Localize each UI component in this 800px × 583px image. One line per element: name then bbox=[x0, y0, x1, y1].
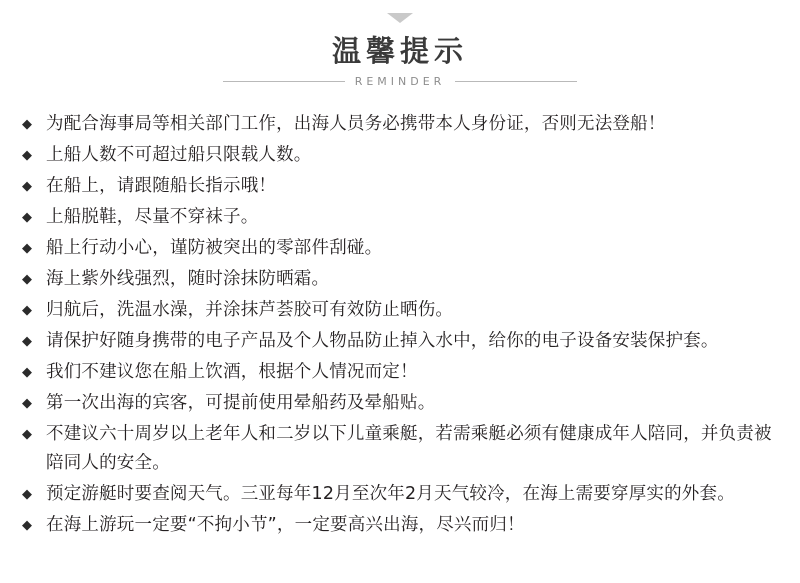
diamond-bullet-icon: ◆ bbox=[22, 272, 32, 287]
page-subtitle: REMINDER bbox=[354, 74, 446, 88]
list-item bbox=[22, 172, 778, 201]
diamond-bullet-icon: ◆ bbox=[22, 518, 32, 533]
divider-left bbox=[223, 81, 345, 82]
list-item-text: 为配合海事局等相关部门工作，出海人员务必携带本人身份证，否则无法登船！ bbox=[46, 114, 666, 134]
subtitle-row bbox=[0, 75, 800, 88]
list-item bbox=[22, 234, 778, 263]
diamond-bullet-icon: ◆ bbox=[22, 396, 32, 411]
list-item bbox=[22, 265, 778, 294]
list-item bbox=[22, 420, 778, 478]
list-item bbox=[22, 327, 778, 356]
list-item-text: 上船人数不可超过船只限载人数。 bbox=[46, 145, 312, 165]
triangle-down-icon bbox=[387, 13, 413, 23]
diamond-bullet-icon: ◆ bbox=[22, 303, 32, 318]
list-item-text: 在船上，请跟随船长指示哦！ bbox=[46, 176, 277, 196]
diamond-bullet-icon: ◆ bbox=[22, 427, 32, 442]
list-item-text: 上船脱鞋，尽量不穿袜子。 bbox=[46, 207, 259, 227]
diamond-bullet-icon: ◆ bbox=[22, 365, 32, 380]
diamond-bullet-icon: ◆ bbox=[22, 148, 32, 163]
list-item-text: 我们不建议您在船上饮酒，根据个人情况而定！ bbox=[46, 362, 418, 382]
list-item-text: 在海上游玩一定要“不拘小节”，一定要高兴出海，尽兴而归！ bbox=[46, 515, 525, 535]
notice-list bbox=[22, 110, 778, 542]
list-item-text: 海上紫外线强烈，随时涂抹防晒霜。 bbox=[46, 269, 330, 289]
diamond-bullet-icon: ◆ bbox=[22, 241, 32, 256]
list-item-text: 不建议六十周岁以上老年人和二岁以下儿童乘艇，若需乘艇必须有健康成年人陪同，并负责被陪同人的安全。 bbox=[46, 424, 772, 473]
divider-right bbox=[455, 81, 577, 82]
page-title: 温馨提示 bbox=[331, 34, 468, 68]
list-item bbox=[22, 141, 778, 170]
list-item bbox=[22, 296, 778, 325]
caret-container bbox=[0, 8, 800, 24]
diamond-bullet-icon: ◆ bbox=[22, 487, 32, 502]
list-item-text: 船上行动小心，谨防被突出的零部件刮碰。 bbox=[46, 238, 383, 258]
list-item bbox=[22, 110, 778, 139]
list-item bbox=[22, 480, 778, 509]
title-block bbox=[0, 34, 800, 88]
list-item bbox=[22, 511, 778, 540]
list-item-text: 请保护好随身携带的电子产品及个人物品防止掉入水中，给你的电子设备安装保护套。 bbox=[46, 331, 719, 351]
list-item-text: 预定游艇时要查阅天气。三亚每年12月至次年2月天气较冷，在海上需要穿厚实的外套。 bbox=[46, 484, 735, 504]
list-item-text: 归航后，洗温水澡，并涂抹芦荟胶可有效防止晒伤。 bbox=[46, 300, 454, 320]
diamond-bullet-icon: ◆ bbox=[22, 210, 32, 225]
diamond-bullet-icon: ◆ bbox=[22, 117, 32, 132]
list-item bbox=[22, 358, 778, 387]
list-item bbox=[22, 389, 778, 418]
diamond-bullet-icon: ◆ bbox=[22, 334, 32, 349]
diamond-bullet-icon: ◆ bbox=[22, 179, 32, 194]
list-item-text: 第一次出海的宾客，可提前使用晕船药及晕船贴。 bbox=[46, 393, 436, 413]
list-item bbox=[22, 203, 778, 232]
